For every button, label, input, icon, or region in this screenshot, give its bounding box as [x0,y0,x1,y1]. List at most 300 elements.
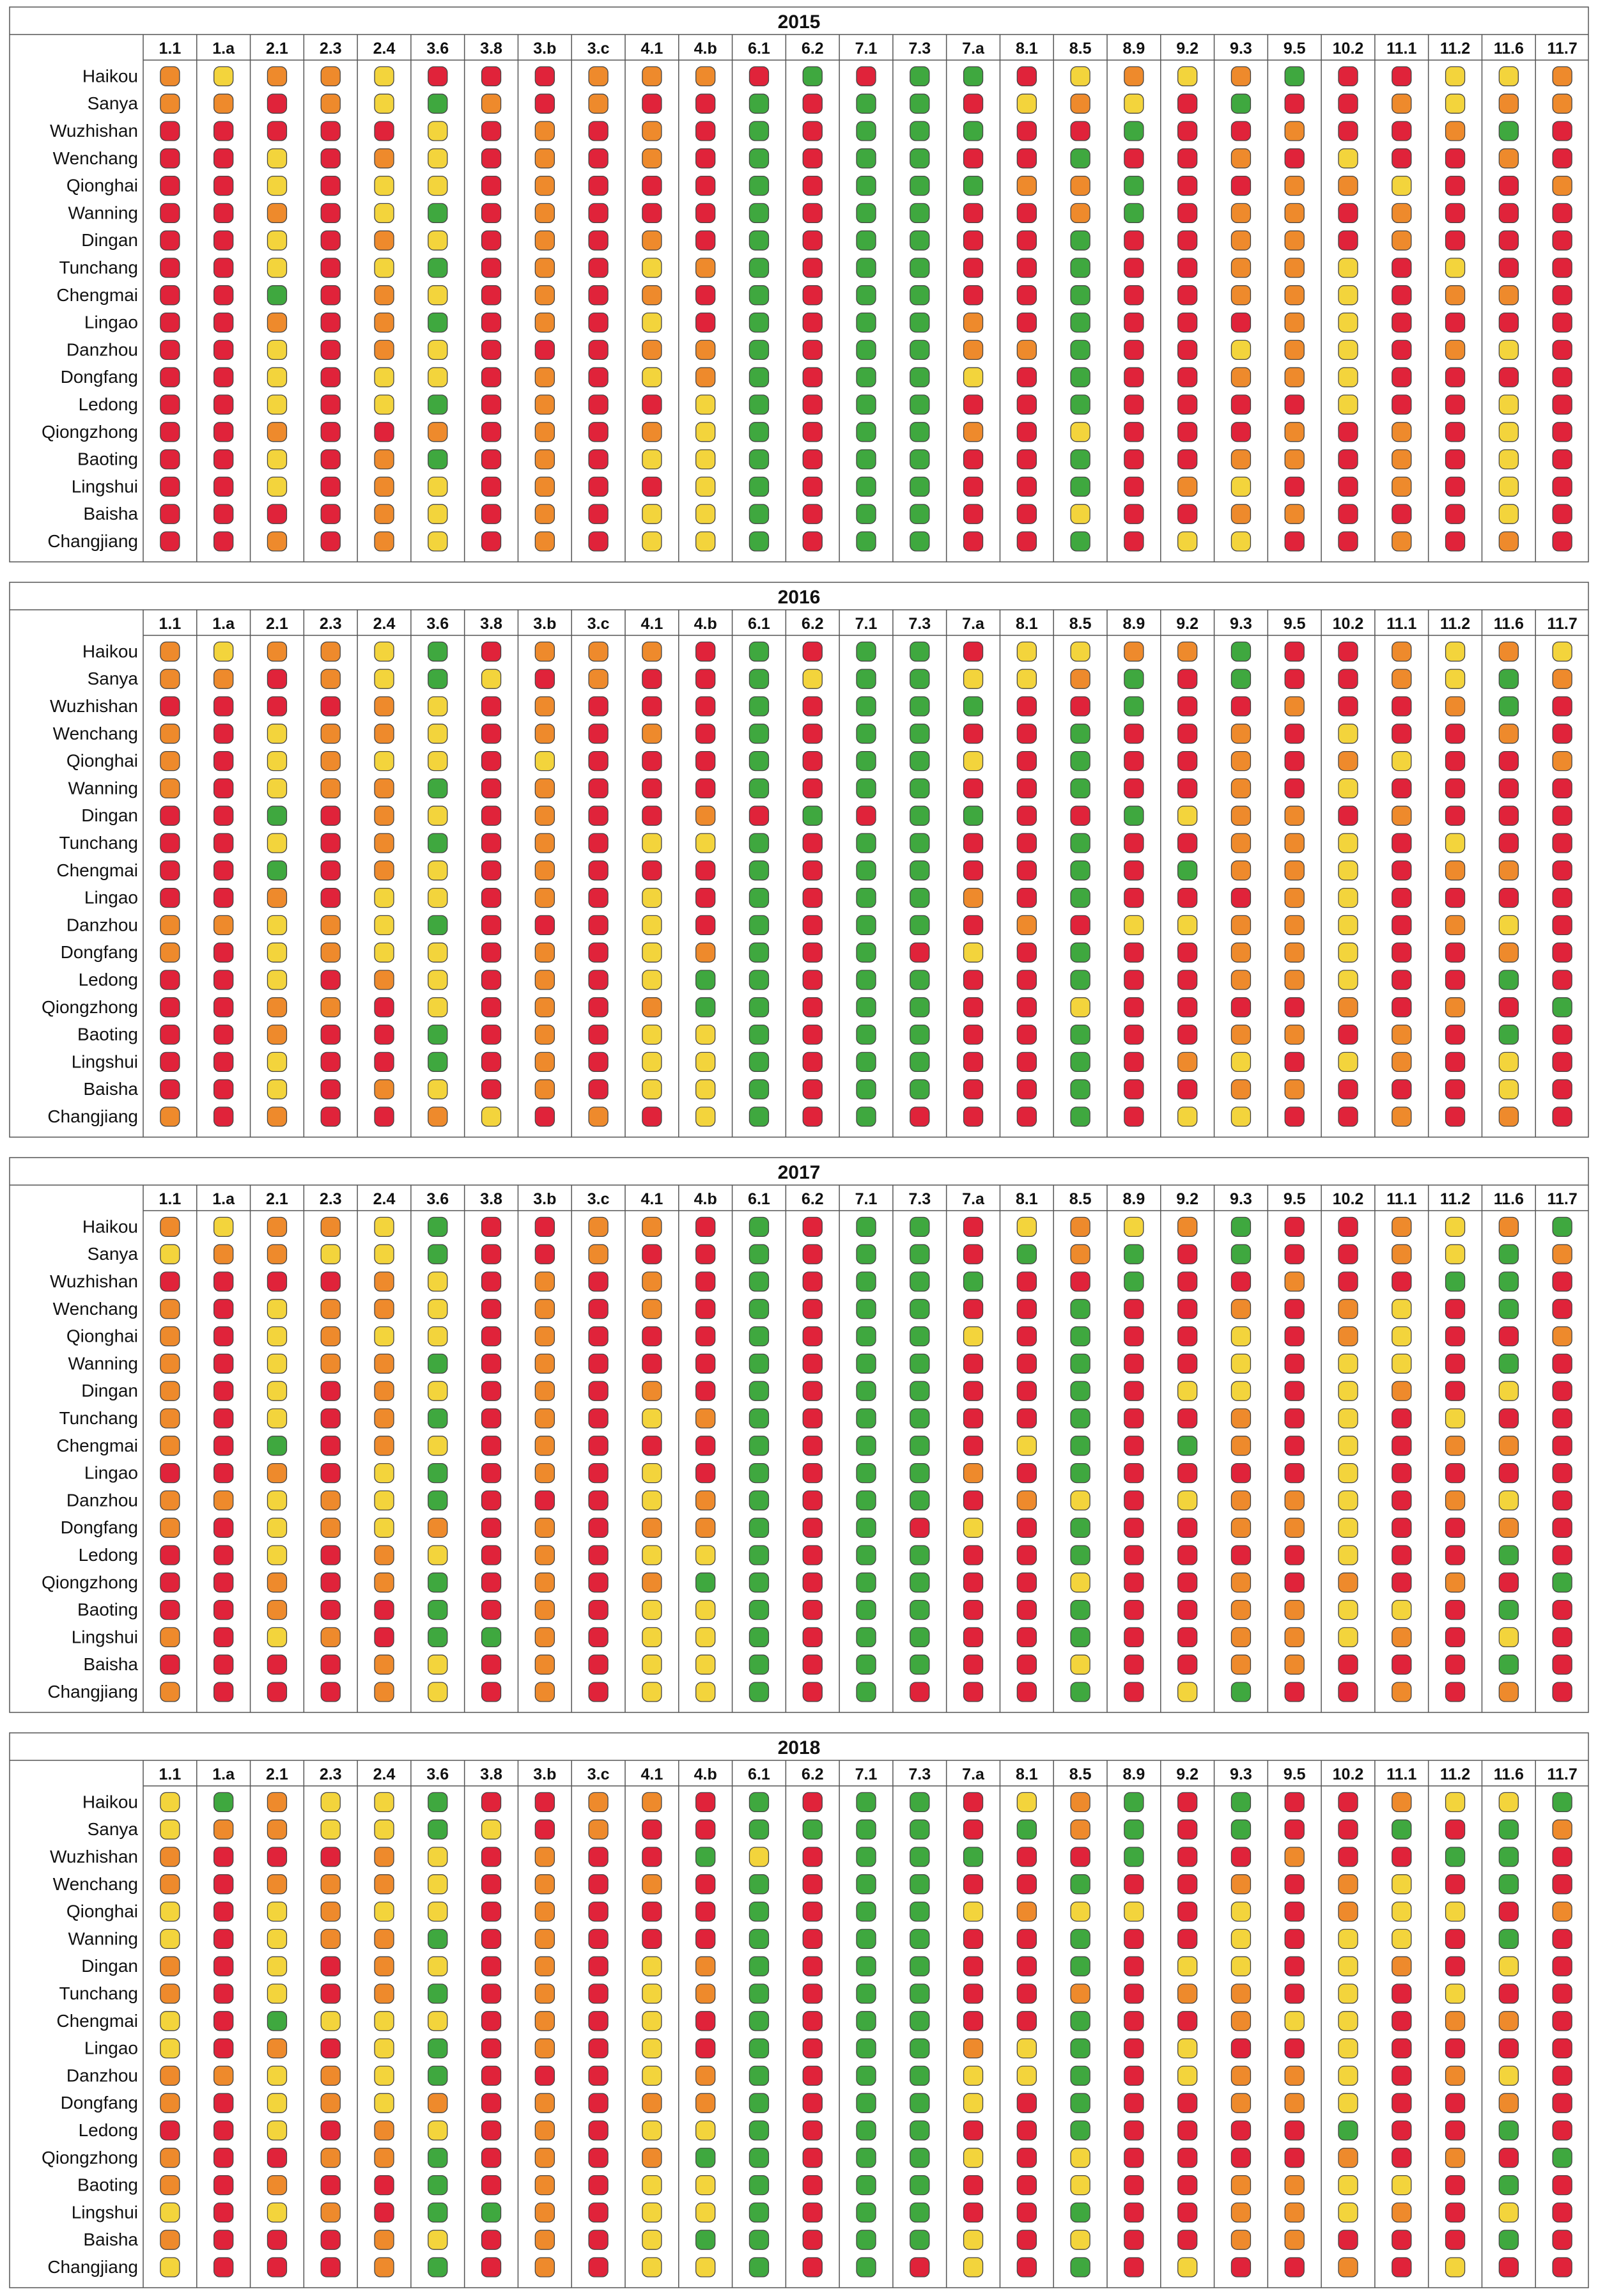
city-label: Dingan [81,1956,138,1976]
status-cell-red [321,834,340,853]
status-cell-green [749,1518,768,1537]
status-cell-yellow [375,94,394,113]
status-cell-red [1553,1682,1572,1702]
panel-2017 [9,1157,1589,1713]
status-cell-red [696,313,715,332]
status-cell-green [910,915,929,935]
status-cell-yellow [1499,915,1518,935]
status-cell-orange [535,970,554,989]
status-cell-green [214,1792,233,1811]
status-cell-yellow [1446,1792,1465,1811]
status-cell-green [1071,532,1090,551]
status-cell-red [696,1272,715,1291]
status-cell-red [321,423,340,442]
status-cell-orange [267,1025,286,1044]
status-cell-red [160,423,180,442]
status-cell-green [1071,1299,1090,1319]
status-cell-yellow [696,532,715,551]
indicator-header: 4.1 [640,1765,663,1783]
status-cell-yellow [160,2012,180,2031]
status-cell-red [696,1299,715,1319]
status-cell-yellow [1338,888,1358,908]
status-cell-green [1071,724,1090,743]
status-cell-green [1071,943,1090,962]
status-cell-yellow [375,943,394,962]
status-cell-green [1071,286,1090,305]
status-cell-orange [375,1847,394,1866]
status-cell-red [1499,313,1518,332]
status-cell-green [1071,1080,1090,1099]
status-cell-red [803,1409,822,1428]
status-cell-red [589,340,608,359]
status-cell-orange [375,1299,394,1319]
status-cell-yellow [375,1902,394,1921]
status-cell-green [1071,861,1090,880]
status-cell-red [482,1217,501,1236]
status-cell-red [482,1902,501,1921]
status-cell-red [214,2148,233,2168]
status-cell-green [857,1354,876,1373]
status-cell-red [214,888,233,908]
status-cell-orange [1231,1627,1250,1647]
status-cell-red [803,203,822,222]
status-cell-red [910,1682,929,1702]
status-cell-yellow [1446,834,1465,853]
status-cell-red [589,2066,608,2085]
status-cell-green [910,1245,929,1264]
status-cell-red [1446,2230,1465,2249]
status-cell-green [910,395,929,414]
status-cell-red [1499,231,1518,250]
city-label: Qionghai [66,750,138,771]
status-cell-orange [1392,642,1411,661]
status-cell-yellow [1338,1409,1358,1428]
status-cell-red [535,669,554,688]
status-cell-orange [321,66,340,86]
status-cell-yellow [964,2066,983,2085]
status-cell-orange [535,1929,554,1948]
status-cell-red [1017,2148,1036,2168]
status-cell-red [589,532,608,551]
status-cell-yellow [1178,1491,1197,1510]
status-cell-red [321,1573,340,1592]
indicator-header: 1.1 [159,1765,182,1783]
indicator-header: 9.3 [1230,40,1252,58]
status-cell-orange [160,724,180,743]
status-cell-red [1017,1518,1036,1537]
status-cell-green [428,203,447,222]
status-cell-red [803,752,822,771]
status-cell-green [749,2012,768,2031]
status-cell-red [1178,203,1197,222]
status-cell-yellow [1499,504,1518,524]
status-cell-green [428,2176,447,2195]
status-cell-red [321,1601,340,1620]
status-cell-green [749,1245,768,1264]
status-cell-yellow [428,1327,447,1346]
status-cell-red [1446,423,1465,442]
status-cell-green [964,806,983,825]
status-cell-yellow [1338,395,1358,414]
status-cell-green [1499,1546,1518,1565]
status-cell-orange [696,1984,715,2003]
status-cell-red [589,313,608,332]
status-cell-green [696,1847,715,1866]
status-cell-red [482,1464,501,1483]
status-cell-red [589,915,608,935]
status-cell-green [749,423,768,442]
status-cell-red [964,1875,983,1894]
status-cell-green [749,340,768,359]
status-cell-orange [375,1929,394,1948]
status-cell-yellow [642,970,662,989]
indicator-header: 11.7 [1547,1190,1578,1208]
status-cell-green [1124,176,1144,196]
status-cell-red [1178,943,1197,962]
status-cell-orange [589,94,608,113]
status-cell-red [1338,504,1358,524]
status-cell-green [749,1436,768,1455]
status-cell-orange [375,286,394,305]
status-cell-red [803,1107,822,1126]
status-cell-yellow [1392,752,1411,771]
status-cell-red [803,1217,822,1236]
status-cell-red [589,1272,608,1291]
status-cell-orange [1446,998,1465,1017]
status-cell-red [535,94,554,113]
status-cell-red [1124,286,1144,305]
status-cell-red [1285,1546,1304,1565]
city-label: Lingshui [71,1627,138,1647]
status-cell-red [321,1272,340,1291]
status-cell-orange [535,724,554,743]
status-cell-red [589,1080,608,1099]
indicator-header: 10.2 [1332,1765,1364,1783]
status-cell-red [803,834,822,853]
status-cell-orange [1071,176,1090,196]
status-cell-orange [535,504,554,524]
status-cell-red [1338,642,1358,661]
status-cell-orange [1446,286,1465,305]
status-cell-green [1231,642,1250,661]
status-cell-red [1231,697,1250,716]
status-cell-orange [964,888,983,908]
status-cell-green [749,176,768,196]
indicator-header: 3.8 [480,40,502,58]
status-cell-green [1071,2121,1090,2140]
status-cell-yellow [642,2039,662,2058]
status-cell-red [1124,834,1144,853]
status-cell-yellow [1392,1875,1411,1894]
status-cell-red [1178,121,1197,141]
panel-year-title: 2016 [777,587,821,608]
status-cell-yellow [696,1107,715,1126]
status-cell-orange [696,368,715,387]
indicator-header: 3.c [587,615,610,633]
status-cell-orange [642,1573,662,1592]
status-cell-red [1338,1025,1358,1044]
status-cell-red [803,2039,822,2058]
status-cell-red [642,395,662,414]
status-cell-red [160,395,180,414]
status-cell-orange [1392,203,1411,222]
status-cell-red [964,2203,983,2222]
status-cell-red [160,504,180,524]
indicator-header: 11.6 [1493,1190,1524,1208]
status-cell-orange [214,1491,233,1510]
status-cell-red [1124,368,1144,387]
status-cell-yellow [696,2258,715,2277]
indicator-header: 2.1 [266,1765,288,1783]
panel-year-title: 2017 [777,1162,821,1183]
status-cell-green [1071,477,1090,496]
status-cell-orange [535,1025,554,1044]
status-cell-red [1178,1627,1197,1647]
status-cell-red [267,2258,286,2277]
status-cell-orange [267,1875,286,1894]
indicator-header: 9.5 [1283,615,1306,633]
status-cell-yellow [1499,1627,1518,1647]
status-cell-orange [589,642,608,661]
status-cell-red [1446,724,1465,743]
status-cell-yellow [267,1627,286,1647]
status-cell-green [910,2176,929,2195]
indicator-header: 2.4 [373,1190,396,1208]
city-label: Lingao [84,1462,138,1483]
status-cell-red [482,1354,501,1373]
status-cell-orange [1338,2258,1358,2277]
status-cell-green [1178,1436,1197,1455]
status-cell-orange [1338,176,1358,196]
status-cell-red [1392,2121,1411,2140]
status-cell-orange [535,1984,554,2003]
status-cell-orange [1392,806,1411,825]
status-cell-red [803,1792,822,1811]
status-cell-green [857,1655,876,1674]
indicator-header: 6.2 [801,1190,824,1208]
status-cell-orange [1392,477,1411,496]
status-cell-orange [160,2176,180,2195]
status-cell-yellow [642,1546,662,1565]
status-cell-yellow [642,1052,662,1071]
status-cell-red [1017,1957,1036,1976]
status-cell-green [964,121,983,141]
city-label: Ledong [78,970,138,989]
status-cell-orange [1553,176,1572,196]
status-cell-red [589,1573,608,1592]
status-cell-red [1124,149,1144,168]
status-cell-orange [1285,504,1304,524]
status-cell-red [482,806,501,825]
status-cell-red [803,1929,822,1948]
status-cell-orange [1285,1655,1304,1674]
status-cell-red [482,752,501,771]
status-cell-yellow [267,368,286,387]
status-cell-red [1553,1546,1572,1565]
status-cell-red [589,1627,608,1647]
status-cell-green [749,1299,768,1319]
status-cell-yellow [267,2121,286,2140]
status-cell-red [1285,1436,1304,1455]
status-cell-orange [160,752,180,771]
status-cell-orange [1231,970,1250,989]
status-cell-red [1446,532,1465,551]
status-cell-orange [1231,1025,1250,1044]
indicator-header: 3.b [533,615,557,633]
status-cell-yellow [375,1491,394,1510]
status-cell-red [1017,1272,1036,1291]
status-cell-red [589,176,608,196]
status-cell-yellow [428,1272,447,1291]
status-cell-red [321,395,340,414]
status-cell-red [267,504,286,524]
status-cell-red [1017,368,1036,387]
status-cell-yellow [1231,340,1250,359]
status-cell-orange [535,1052,554,1071]
status-cell-yellow [1178,915,1197,935]
city-label: Baisha [83,504,138,524]
status-cell-green [910,1080,929,1099]
status-cell-red [964,1381,983,1400]
status-cell-red [589,888,608,908]
status-cell-orange [160,2093,180,2113]
status-cell-red [803,1272,822,1291]
status-cell-green [1499,1655,1518,1674]
status-cell-red [375,423,394,442]
status-cell-red [1178,1327,1197,1346]
status-cell-orange [160,943,180,962]
status-cell-green [857,176,876,196]
status-cell-orange [535,1627,554,1647]
status-cell-green [749,94,768,113]
status-cell-yellow [1231,1327,1250,1346]
status-cell-red [482,2148,501,2168]
status-cell-red [1446,1025,1465,1044]
status-cell-green [1446,1847,1465,1866]
status-cell-orange [267,2039,286,2058]
status-cell-yellow [375,395,394,414]
status-cell-red [1231,998,1250,1017]
status-cell-green [910,2093,929,2113]
status-cell-red [160,861,180,880]
status-cell-orange [1285,231,1304,250]
status-cell-orange [642,724,662,743]
status-cell-green [910,1957,929,1976]
status-cell-orange [696,1409,715,1428]
status-cell-red [1499,888,1518,908]
status-cell-yellow [1071,2148,1090,2168]
status-cell-red [1499,806,1518,825]
status-cell-red [214,313,233,332]
status-cell-orange [1285,915,1304,935]
status-cell-green [1499,1245,1518,1264]
status-cell-red [964,94,983,113]
status-cell-red [214,121,233,141]
indicator-header: 11.1 [1386,1765,1417,1783]
status-cell-red [1124,1354,1144,1373]
status-cell-orange [535,806,554,825]
status-cell-red [1553,724,1572,743]
status-cell-green [749,1902,768,1921]
status-cell-green [857,861,876,880]
status-cell-red [214,1409,233,1428]
status-cell-green [1124,1272,1144,1291]
status-cell-red [696,861,715,880]
status-cell-yellow [321,2012,340,2031]
status-cell-red [1553,1107,1572,1126]
indicator-header: 7.a [962,40,984,58]
status-cell-green [857,1052,876,1071]
status-cell-orange [642,2093,662,2113]
status-cell-red [1178,779,1197,798]
status-cell-orange [1285,1627,1304,1647]
status-cell-green [857,532,876,551]
status-cell-red [1553,1627,1572,1647]
status-cell-red [803,1245,822,1264]
status-cell-red [1446,203,1465,222]
status-cell-orange [1231,779,1250,798]
status-cell-yellow [1338,2012,1358,2031]
indicator-header: 9.3 [1230,615,1252,633]
status-cell-red [160,834,180,853]
status-cell-orange [535,779,554,798]
status-cell-orange [1499,1436,1518,1455]
indicator-header: 3.c [587,40,610,58]
status-cell-green [428,834,447,853]
status-cell-red [1285,1820,1304,1839]
status-cell-orange [1285,1601,1304,1620]
status-cell-red [1017,861,1036,880]
status-cell-red [1178,395,1197,414]
status-cell-red [1017,1080,1036,1099]
status-cell-green [910,1354,929,1373]
indicator-header: 10.2 [1332,40,1364,58]
status-cell-green [1017,1820,1036,1839]
status-cell-red [1338,2230,1358,2249]
status-cell-red [1124,504,1144,524]
city-label: Dingan [81,805,138,826]
status-cell-orange [375,697,394,716]
status-cell-red [1124,1957,1144,1976]
status-cell-red [321,1682,340,1702]
status-cell-red [589,423,608,442]
status-cell-red [1178,2093,1197,2113]
status-cell-orange [321,943,340,962]
status-cell-red [375,1052,394,1071]
status-cell-orange [642,121,662,141]
status-cell-yellow [267,450,286,469]
status-cell-red [964,1984,983,2003]
status-cell-red [696,2039,715,2058]
status-cell-red [1124,1107,1144,1126]
status-cell-orange [1499,1217,1518,1236]
status-cell-red [214,1107,233,1126]
status-cell-green [749,203,768,222]
status-cell-yellow [1231,1957,1250,1976]
status-cell-green [482,1627,501,1647]
status-cell-green [749,1792,768,1811]
status-cell-red [964,1682,983,1702]
status-cell-red [214,231,233,250]
city-label: Changjiang [47,1682,138,1702]
status-cell-yellow [1124,94,1144,113]
indicator-header: 3.6 [426,40,449,58]
status-cell-red [1553,1272,1572,1291]
status-cell-green [910,1792,929,1811]
status-cell-red [642,1107,662,1126]
status-cell-green [428,1573,447,1592]
status-cell-red [214,834,233,853]
